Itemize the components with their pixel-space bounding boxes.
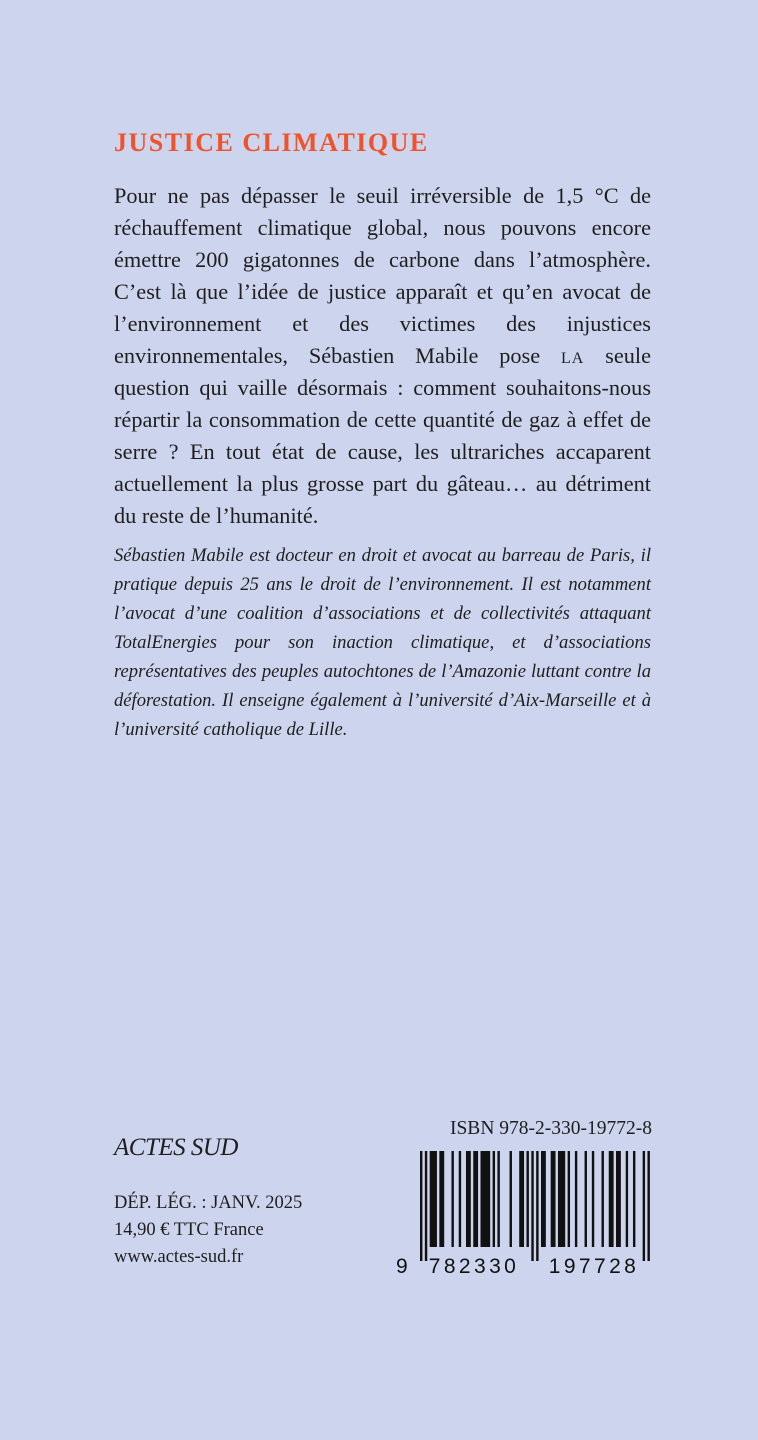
ean13-barcode: [396, 1149, 656, 1277]
barcode-bar: [430, 1151, 437, 1247]
barcode-left-digits: 782330: [428, 1255, 520, 1277]
barcode-bar: [451, 1151, 453, 1247]
barcode-bar: [526, 1151, 528, 1247]
barcode-bar: [609, 1151, 614, 1247]
barcode-bar: [459, 1151, 461, 1247]
barcode-right-digits: 197728: [548, 1255, 640, 1277]
barcode-guard-bar: [531, 1151, 533, 1261]
barcode-bar: [602, 1151, 604, 1247]
barcode-guard-bar: [643, 1151, 645, 1261]
isbn: ISBN 978-2-330-19772-8: [449, 1118, 652, 1139]
barcode-bar: [633, 1151, 635, 1247]
barcode-bar: [510, 1151, 512, 1247]
barcode-bar: [519, 1151, 524, 1247]
book-title: JUSTICE CLIMATIQUE: [114, 128, 429, 157]
barcode-guard-bar: [647, 1151, 649, 1261]
barcode-bar: [592, 1151, 594, 1247]
barcode-bar: [626, 1151, 628, 1247]
barcode-bar: [481, 1151, 491, 1247]
barcode-bar: [585, 1151, 587, 1247]
barcode-first-digit: 9: [396, 1255, 408, 1277]
barcode-bar: [551, 1151, 556, 1247]
barcode-bar: [568, 1151, 570, 1247]
author-bio: Sébastien Mabile est docteur en droit et avocat au barreau de Paris, il pratique depuis 25 ans le droit de l’environnement. Il est notamment l’avocat d’une coalition d’associations et de collectivités attaquant TotalEnergies pour son inaction climatique, et d’associations représentatives des peuples autochtones de l’Amazonie luttant contre la déforestation. Il enseigne également à l’université d’Aix-Marseille et à l’université catholique de Lille.: [114, 545, 651, 740]
legal-info: [114, 1190, 302, 1271]
summary-part-2: seule question qui vaille désormais : comment souhaitons-nous répartir la consommation de cette quantité de gaz à effet de serre ? En tout état de cause, les ultrariches accaparent actuellement la plus grosse part du gâteau… au détriment du reste de l’humanité.: [114, 343, 651, 528]
price: 14,90 € TTC France: [114, 1220, 264, 1240]
summary-text: [114, 180, 651, 532]
barcode-bar: [473, 1151, 478, 1247]
summary-emphasis: la: [560, 343, 585, 368]
website: www.actes-sud.fr: [114, 1247, 244, 1267]
barcode-bar: [439, 1151, 444, 1247]
barcode-bar: [575, 1151, 577, 1247]
barcode-bar: [493, 1151, 495, 1247]
legal-deposit: DÉP. LÉG. : JANV. 2025: [114, 1193, 303, 1213]
barcode-guard-bar: [420, 1151, 422, 1261]
barcode-guard-bar: [536, 1151, 538, 1261]
summary-part-1: Pour ne pas dépasser le seuil irréversible de 1,5 °C de réchauffement climatique global, nous pouvons encore émettre 200 gigatonnes de carbone dans l’atmosphère. C’est là que l’idée de justice apparaît et qu’en avocat de l’environnement et des victimes des injustices environnementales, Sébastien Mabile pose: [114, 183, 651, 368]
barcode-bar: [616, 1151, 621, 1247]
barcode-guard-bar: [425, 1151, 427, 1261]
barcode-bar: [497, 1151, 499, 1247]
publisher-name: ACTES SUD: [114, 1134, 238, 1161]
barcode-bars: [420, 1151, 650, 1261]
barcode-bar: [541, 1151, 546, 1247]
barcode-bar: [466, 1151, 471, 1247]
barcode-bar: [558, 1151, 565, 1247]
